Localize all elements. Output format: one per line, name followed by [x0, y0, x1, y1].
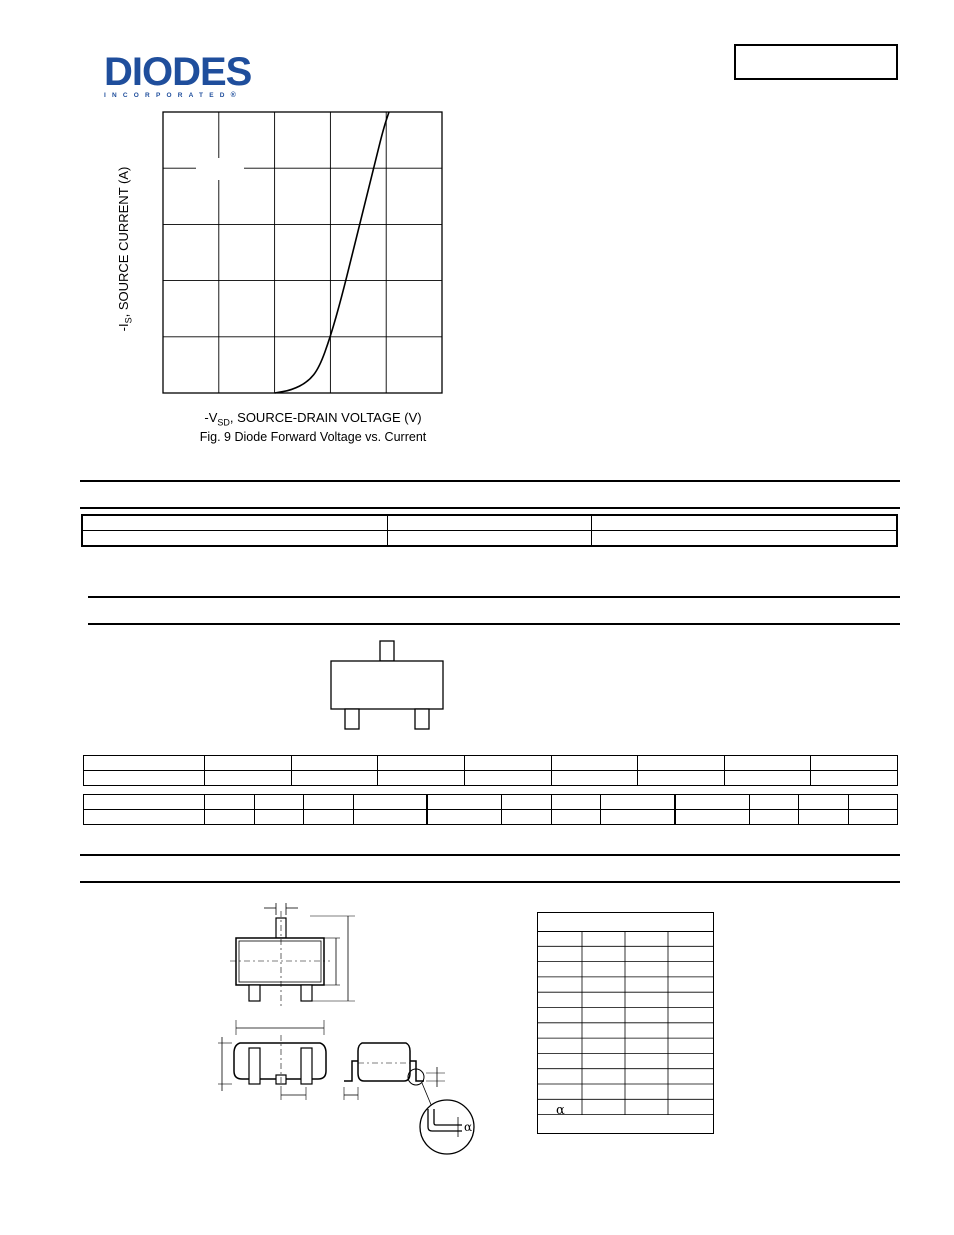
- section-rule-bottom-3: [80, 881, 900, 883]
- logo-registered: ®: [230, 92, 236, 99]
- ordering-table: [81, 514, 898, 547]
- date-code-table-2: [83, 794, 898, 825]
- package-outline-drawing: [200, 895, 500, 1160]
- date-code-table-1: [83, 755, 898, 786]
- dimensions-table-grid: [538, 931, 713, 1131]
- alpha-symbol: α: [556, 1103, 565, 1118]
- y-label-sub: S: [123, 317, 134, 324]
- diode-forward-chart: [0, 0, 954, 470]
- table-row: [82, 515, 897, 531]
- section-rule-top-3: [80, 854, 900, 856]
- chart-label-mask: [196, 158, 244, 180]
- figure-caption: Fig. 9 Diode Forward Voltage vs. Current: [199, 430, 427, 444]
- dimensions-table-header: [538, 913, 713, 932]
- table-row: [82, 531, 897, 547]
- x-label-sub: SD: [217, 417, 230, 428]
- x-axis-label: [163, 410, 463, 428]
- x-label-rest: , SOURCE-DRAIN VOLTAGE (V): [229, 410, 422, 425]
- y-label-rest: , SOURCE CURRENT (A): [116, 166, 131, 318]
- marking-package-drawing: [320, 635, 460, 735]
- alpha-angle-label: α: [464, 1120, 473, 1134]
- logo-word: DIODES: [104, 50, 252, 94]
- y-label-prefix: -I: [116, 323, 131, 332]
- table-row: [84, 756, 898, 771]
- section-rule-top-2: [88, 596, 900, 598]
- section-rule-bottom-1: [80, 507, 900, 509]
- chart-grid: [163, 112, 442, 393]
- logo-sub-text: INCORPORATED: [104, 92, 231, 99]
- section-rule-top-1: [80, 480, 900, 482]
- section-rule-bottom-2: [88, 623, 900, 625]
- chart-frame: [163, 112, 442, 393]
- y-axis-label: [116, 149, 134, 349]
- series-line: [275, 112, 389, 393]
- x-label-prefix: -V: [204, 410, 218, 425]
- table-row: [84, 810, 898, 825]
- table-row: [84, 795, 898, 810]
- dimensions-table: [537, 912, 714, 1134]
- table-row: [84, 771, 898, 786]
